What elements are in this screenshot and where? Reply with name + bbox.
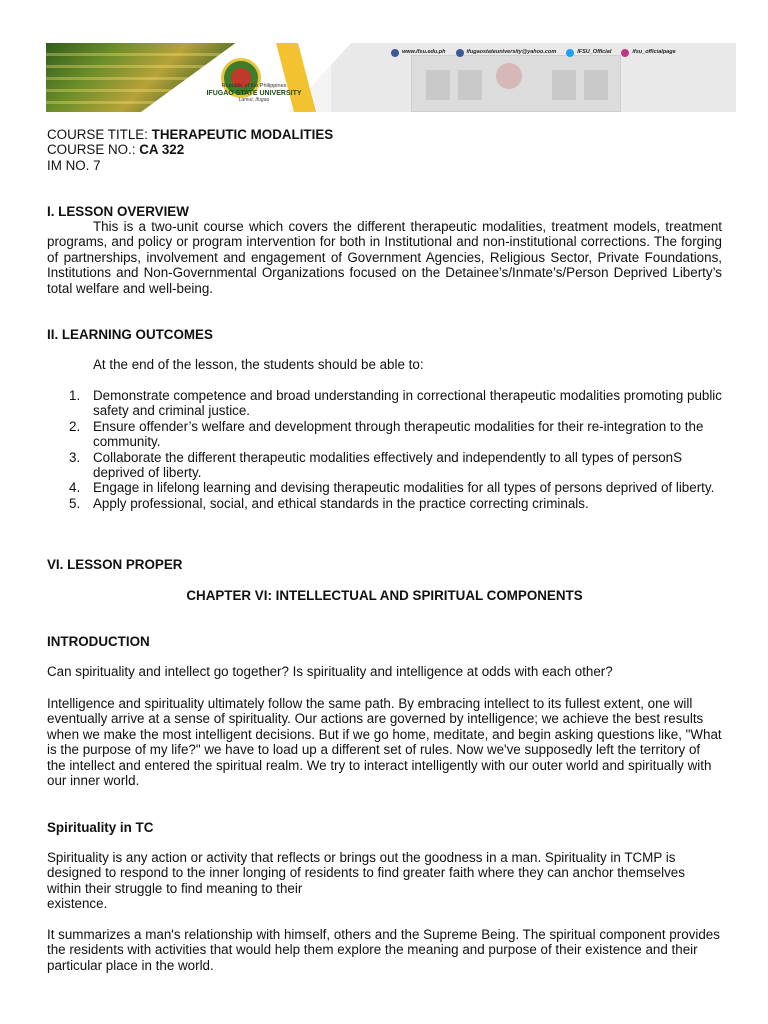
spirituality-paragraph-1: Spirituality is any action or activity that reflects or brings out the goodness in a man. Spirituality in TCMP is designed to respond to the inner longing of residents to find greater faith where they can anchor themselves within their struggle to find meaning to their existence. (47, 850, 685, 912)
lesson-proper-heading: VI. LESSON PROPER (47, 557, 183, 572)
spirituality-heading: Spirituality in TC (47, 820, 154, 835)
twitter-icon (566, 49, 574, 57)
course-info (47, 127, 722, 173)
course-no-line (47, 142, 722, 157)
instagram-icon (621, 49, 629, 57)
chapter-title: CHAPTER VI: INTELLECTUAL AND SPIRITUAL COMPONENTS (186, 588, 583, 603)
contact-twitter: IFSU_Official (566, 45, 611, 60)
im-number: IM NO. 7 (47, 157, 101, 173)
header-banner (46, 43, 736, 112)
facebook-icon (456, 49, 464, 57)
university-name-block (194, 83, 314, 104)
course-title-line (47, 127, 722, 142)
contact-email: ifugaostateuniversity@yahoo.com (456, 45, 557, 60)
list-item: 3. Collaborate the different therapeutic modalities effectively and independently to all types of personS deprived of liberty. (69, 449, 683, 481)
university-location: Lamut, Ifugao (238, 97, 270, 103)
list-item: 4. Engage in lifelong learning and devising therapeutic modalities for all types of persons deprived of liberty. (69, 480, 715, 496)
introduction-question: Can spirituality and intellect go together? Is spirituality and intelligence at odds with each other? (47, 664, 613, 679)
globe-icon (391, 49, 399, 57)
contact-website: www.ifsu.edu.ph (391, 45, 446, 60)
contact-strip (391, 47, 676, 59)
university-name: IFUGAO STATE UNIVERSITY (206, 90, 302, 97)
course-title-label: COURSE TITLE: (47, 127, 152, 142)
outcomes-intro: At the end of the lesson, the students should be able to: (93, 357, 424, 372)
course-no-value: CA 322 (139, 142, 185, 158)
overview-paragraph: This is a two-unit course which covers the different therapeutic modalities, treatment models, treatment programs, and policy or program intervention for both in Institutional and non-institutional corrections. The forging of partnerships, involvement and engagement of Government Agencies, Religious Sector, Private Foundations, Institutions and Non-Governmental Organizations focused on the Detainee’s/Inmate’s/Person Deprived Liberty’s total welfare and well-being. (47, 219, 722, 296)
course-title-value: THERAPEUTIC MODALITIES (151, 127, 334, 142)
overview-heading: I. LESSON OVERVIEW (47, 204, 189, 219)
introduction-heading: INTRODUCTION (47, 634, 150, 649)
introduction-paragraph: Intelligence and spirituality ultimately follow the same path. By embracing intellect to its fullest extent, one will eventually arrive at a sense of spirituality. Our actions are governed by intelligence; we achieve the best results when we make the most intelligent decisions. But if we go home, meditate, and begin asking questions like, "What is the purpose of my life?" we have to load up a different set of rules. Now we've supposedly left the territory of the intellect and entered the spiritual realm. We try to interact intelligently with our outer world and spiritually with our inner world. (47, 696, 722, 789)
republic-label: Republic of the Philippines (221, 83, 287, 89)
list-item: 1. Demonstrate competence and broad understanding in correctional therapeutic modalities promoting public safety and criminal justice. (69, 388, 722, 419)
outcomes-list (47, 388, 722, 511)
outcomes-heading: II. LEARNING OUTCOMES (47, 327, 213, 342)
spirituality-paragraph-2: It summarizes a man's relationship with himself, others and the Supreme Being. The spiritual component provides the residents with activities that would help them explore the meaning and purpose of their existence and their particular place in the world. (47, 927, 720, 973)
contact-instagram: ifsu_officialpage (621, 45, 675, 60)
list-item: 2. Ensure offender’s welfare and development through therapeutic modalities for their re-integration to the community. (69, 418, 704, 450)
course-no-label: COURSE NO.: (47, 142, 140, 158)
list-item: 5. Apply professional, social, and ethical standards in the practice correcting criminals. (69, 495, 589, 511)
